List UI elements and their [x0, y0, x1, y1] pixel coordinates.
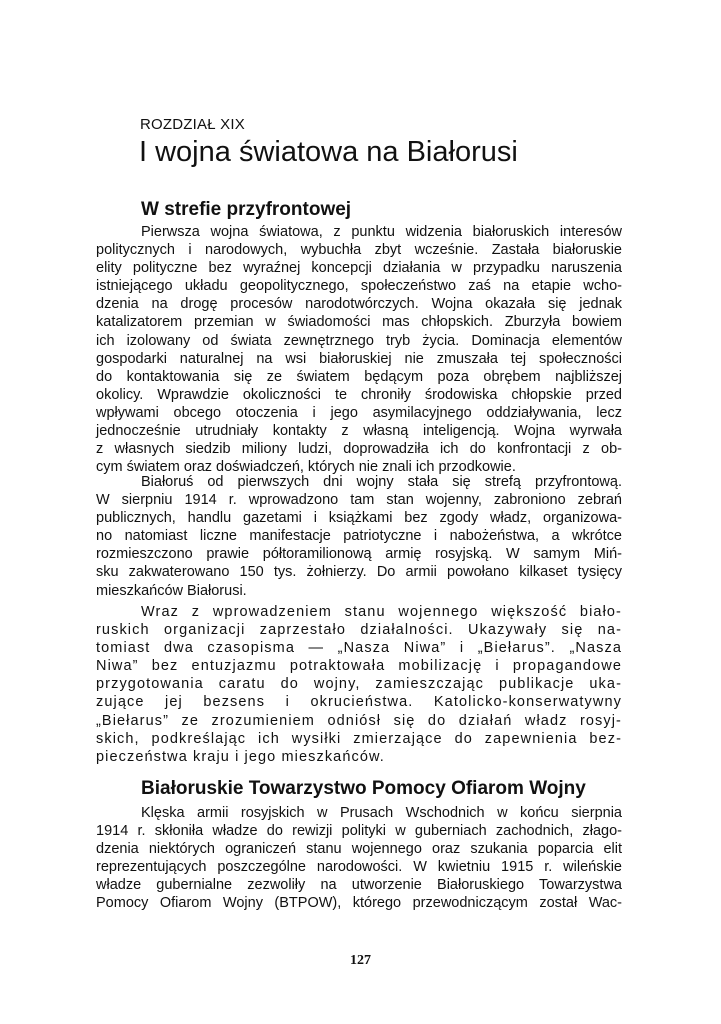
paragraph — [96, 223, 622, 476]
text-line: Pomocy Ofiarom Wojny (BTPOW), którego przewodniczącym został Wac- — [96, 895, 622, 912]
text-line: tomiast dwa czasopisma — „Nasza Niwa” i „Biełarus”. „Nasza — [96, 640, 622, 657]
section-heading-text: Białoruskie Towarzystwo Pomocy Ofiarom Wojny — [141, 778, 586, 799]
chapter-title: I wojna światowa na Białorusi — [139, 136, 518, 168]
text-line: „Biełarus” ze zrozumieniem odniósł się do działań władz rosyj- — [96, 712, 622, 729]
text-line: skich, podkreślając ich wysiłki zmierzające do zapewnienia bez- — [96, 730, 622, 747]
text-line: Pierwsza wojna światowa, z punktu widzenia białoruskich interesów — [141, 224, 622, 240]
section-heading-text: W strefie przyfrontowej — [141, 199, 352, 220]
text-line: istniejącego układu geopolitycznego, społeczeństwo zaś na etapie wcho- — [96, 278, 622, 295]
text-line: gospodarki naturalnej na wsi białoruskiej nie zmuszała tej społeczności — [96, 350, 622, 367]
text-line: Niwa” bez entuzjazmu potraktowała mobilizację i propagandowe — [96, 658, 622, 675]
text-line: przygotowania caratu do wojny, zamieszczając publikacje uka- — [96, 676, 622, 693]
text-line: dzenia na drogę procesów narodotwórczych. Wojna okazała się jednak — [96, 296, 622, 313]
text-line: 1914 r. skłoniła władze do rewizji polityki w guberniach zachodnich, złago- — [96, 823, 622, 840]
text-line: ruskich organizacji zaprzestało działalności. Ukazywały się na- — [96, 622, 622, 639]
text-line: okolicy. Wprawdzie okoliczności te chroniły środowiska chłopskie przed — [96, 386, 622, 403]
text-line: wpływami obcego otoczenia i jego asymilacyjnego oddziaływania, lecz — [96, 404, 622, 421]
text-line: dzenia niektórych ograniczeń stanu wojennego oraz szukania poparcia elit — [96, 841, 622, 858]
text-line: no natomiast liczne manifestacje patriotyczne i nabożeństwa, a wkrótce — [96, 528, 622, 545]
text-line: sku zakwaterowano 150 tys. żołnierzy. Do armii powołano kilkaset tysięcy — [96, 564, 622, 581]
text-line: katalizatorem przemian w świadomości mas chłopskich. Zburzyła bowiem — [96, 314, 622, 331]
text-line: reprezentujących poszczególne narodowości. W kwietniu 1915 r. wileńskie — [96, 859, 622, 876]
text-line: mieszkańców Białorusi. — [96, 582, 247, 599]
page-number: 127 — [350, 953, 371, 968]
text-line: Białoruś od pierwszych dni wojny stała się strefą przyfrontową. — [141, 474, 622, 490]
text-line: Wraz z wprowadzeniem stanu wojennego większość biało- — [141, 604, 622, 620]
text-line: Klęska armii rosyjskich w Prusach Wschodnich w końcu sierpnia — [141, 805, 622, 821]
text-line: W sierpniu 1914 r. wprowadzono tam stan wojenny, zabroniono zebrań — [96, 492, 622, 509]
text-line: pieczeństwa kraju i jego mieszkańców. — [96, 748, 385, 765]
text-line: cym światem oraz doświadczeń, których nie znali ich przodkowie. — [96, 459, 516, 476]
paragraph — [96, 473, 622, 600]
section-heading — [0, 778, 721, 800]
text-line: do kontaktowania się ze światem będącym poza obrębem najbliższej — [96, 368, 622, 385]
text-line: z własnych siedzib miliony ludzi, doprowadziła ich do konfrontacji z ob- — [96, 441, 622, 458]
paragraph — [96, 804, 622, 913]
text-line: elity polityczne bez wyraźnej koncepcji działania w przypadku naruszenia — [96, 260, 622, 277]
text-line: zujące jej bezsens i okrucieństwa. Katolicko-konserwatywny — [96, 694, 622, 711]
paragraph — [96, 603, 622, 766]
text-line: władze gubernialne zezwoliły na utworzenie Białoruskiego Towarzystwa — [96, 877, 622, 894]
text-line: jednocześnie utrudniały kontakty z własną inteligencją. Wojna wyrwała — [96, 423, 622, 440]
text-line: ich izolowany od świata zewnętrznego tryb życia. Dominacja elementów — [96, 332, 622, 349]
section-heading — [0, 199, 721, 221]
chapter-label: ROZDZIAŁ XIX — [140, 116, 245, 133]
text-line: rozmieszczono prawie półtoramilionową armię rosyjską. W samym Miń- — [96, 546, 622, 563]
text-line: politycznych i narodowych, wybuchła zbyt wcześnie. Zastała białoruskie — [96, 242, 622, 259]
text-line: publicznych, handlu gazetami i książkami bez zgody władz, organizowa- — [96, 510, 622, 527]
